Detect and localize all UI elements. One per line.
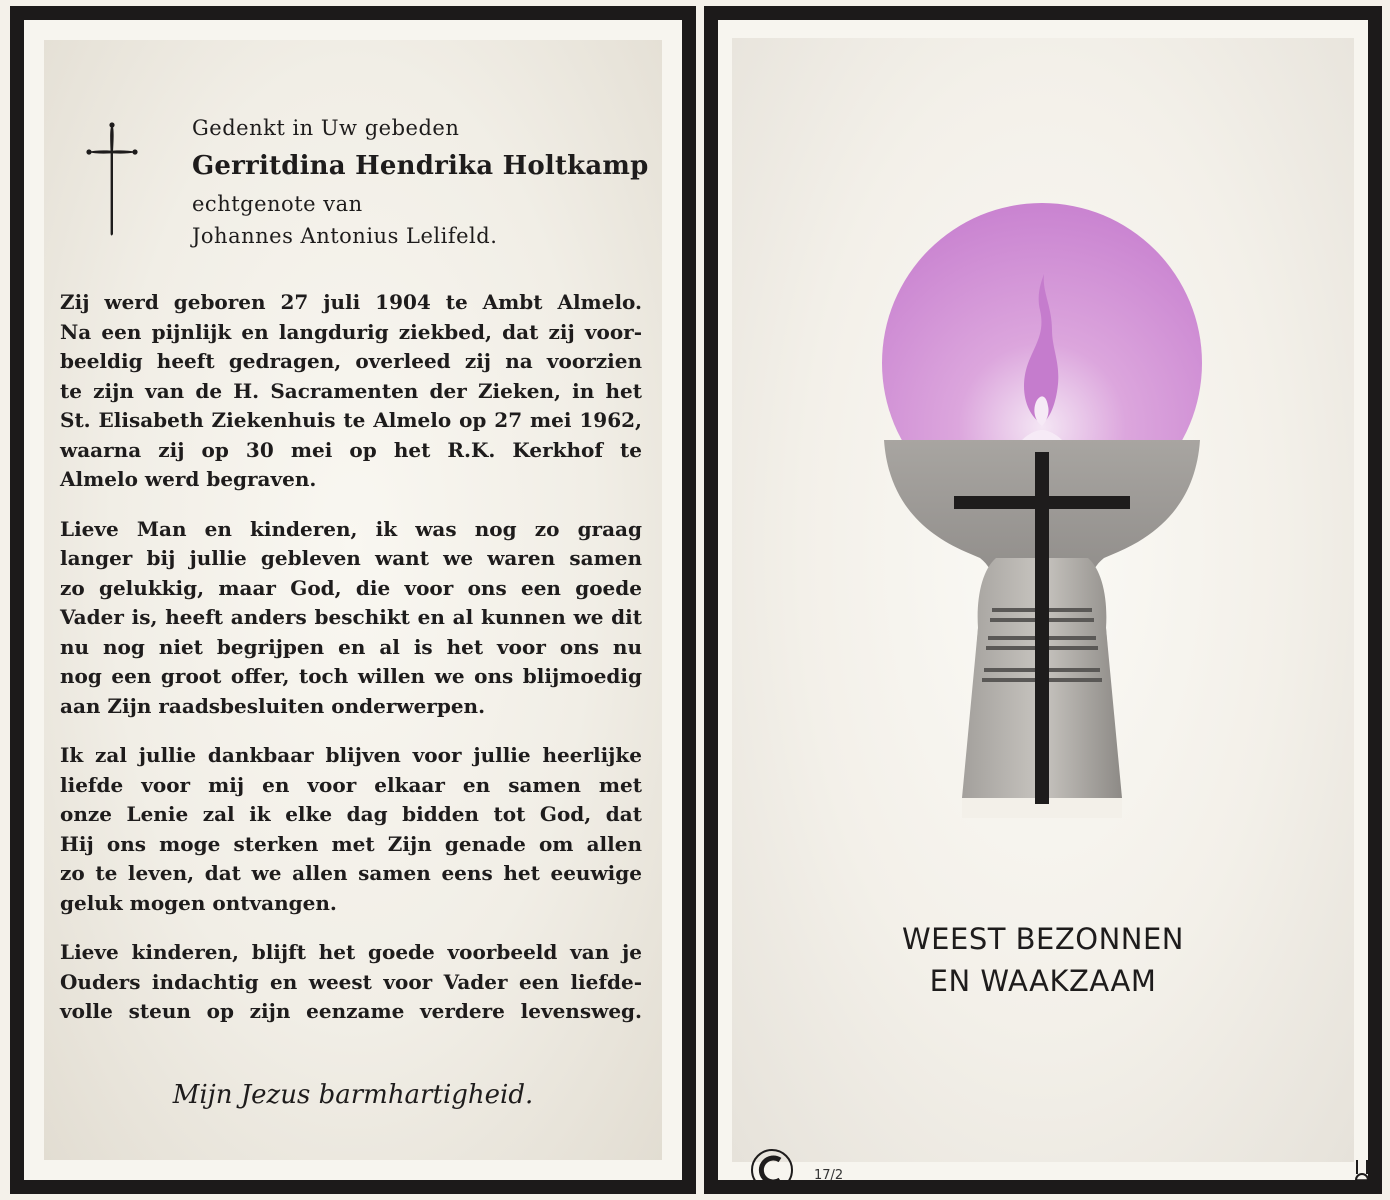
motto-line-2: EN WAAKZAAM <box>929 964 1157 998</box>
spouse-name: Johannes Antonius Lelifeld. <box>192 224 498 248</box>
card-paper <box>718 20 1368 1180</box>
text-line: Zij werd geboren 27 juli 1904 te Ambt Almelo. <box>60 290 642 314</box>
text-line: Vader is, heeft anders beschikt en al kunnen we dit <box>60 605 642 629</box>
image-panel <box>732 38 1354 1180</box>
closing-prayer: Mijn Jezus barmhartigheid. <box>172 1080 534 1110</box>
memorial-card-text-side <box>10 6 696 1194</box>
text-line: langer bij jullie gebleven want we waren samen <box>60 546 642 570</box>
artist-monogram-icon <box>1352 1158 1368 1180</box>
text-line: volle steun op zijn eenzame verdere levensweg. <box>60 999 642 1023</box>
paragraph-biography <box>60 288 642 495</box>
text-line: beeldig heeft gedragen, overleed zij na voorzien <box>60 349 642 373</box>
text-line: zo te leven, dat we allen samen eens het eeuwige <box>60 861 642 885</box>
text-line: St. Elisabeth Ziekenhuis te Almelo op 27 mei 1962, <box>60 408 642 432</box>
paragraph-children <box>60 938 642 1027</box>
text-line: nu nog niet begrijpen en al is het voor ons nu <box>60 634 642 659</box>
prayer-request: Gedenkt in Uw gebeden <box>192 116 460 140</box>
text-line: Almelo werd begraven. <box>60 467 317 491</box>
text-line: Lieve Man en kinderen, ik was nog zo graag <box>60 516 642 541</box>
text-line: waarna zij op 30 mei op het R.K. Kerkhof te <box>60 437 642 462</box>
chalice-with-flame-illustration <box>882 198 1202 818</box>
relation-text: echtgenote van <box>192 192 363 216</box>
text-line: onze Lenie zal ik elke dag bidden tot God, dat <box>60 802 642 826</box>
publisher-logo-icon <box>750 1148 794 1180</box>
paragraph-farewell-husband <box>60 515 642 722</box>
publisher-code: 17/2 <box>814 1168 844 1180</box>
text-panel <box>44 40 662 1160</box>
text-line: Ik zal jullie dankbaar blijven voor jullie heerlijke <box>60 743 642 767</box>
deceased-name: Gerritdina Hendrika Holtkamp <box>192 151 649 181</box>
latin-cross-icon <box>86 122 138 238</box>
paragraph-gratitude <box>60 741 642 918</box>
memorial-card-image-side <box>704 6 1382 1194</box>
text-line: zo gelukkig, maar God, die voor ons een goede <box>60 575 642 600</box>
text-line: Lieve kinderen, blijft het goede voorbeeld van je <box>60 940 642 964</box>
deceased-header <box>192 112 652 252</box>
text-line: Ouders indachtig en weest voor Vader een liefde- <box>60 969 642 994</box>
text-line: geluk mogen ontvangen. <box>60 890 337 915</box>
text-line: Hij ons moge sterken met Zijn genade om allen <box>60 831 642 856</box>
memorial-text <box>60 288 642 1027</box>
text-line: Na een pijnlijk en langdurig ziekbed, dat zij voor- <box>60 319 642 344</box>
text-line: liefde voor mij en voor elkaar en samen met <box>60 772 642 797</box>
motto-line-1: WEEST BEZONNEN <box>902 922 1184 956</box>
text-line: nog een groot offer, toch willen we ons blijmoedig <box>60 664 642 688</box>
cross-beam <box>954 496 1130 509</box>
card-paper <box>24 20 682 1180</box>
text-line: te zijn van de H. Sacramenten der Zieken, in het <box>60 378 642 403</box>
text-line: aan Zijn raadsbesluiten onderwerpen. <box>60 693 486 718</box>
motto <box>732 918 1354 1002</box>
